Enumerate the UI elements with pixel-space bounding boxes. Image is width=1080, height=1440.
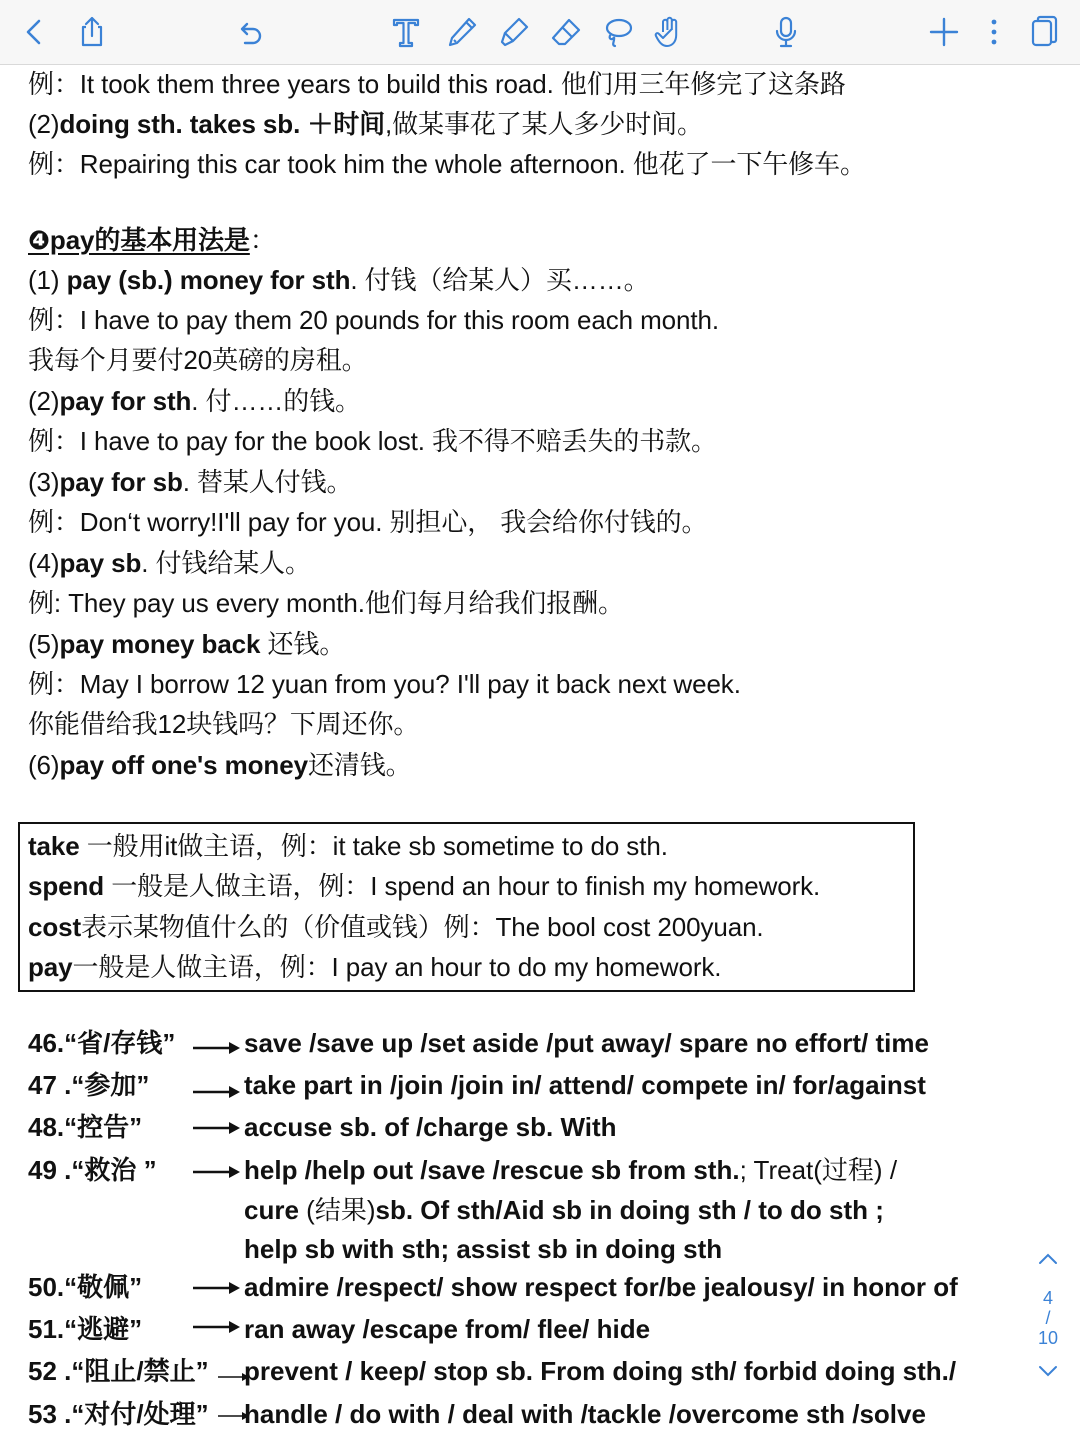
vocab-number: 51.“逃避” <box>28 1314 143 1344</box>
summary-line-cost: cost表示某物值什么的（价值或钱）例：The bool cost 200yuan. <box>28 912 764 942</box>
example-line: 例：May I borrow 12 yuan from you? I'll pay it back next week. <box>28 669 741 699</box>
hand-touch-icon[interactable] <box>646 10 690 54</box>
note-page[interactable] <box>0 64 1080 1440</box>
vocab-definition: ran away /escape from/ flee/ hide <box>244 1314 651 1344</box>
translation-line: 你能借给我12块钱吗？下周还你。 <box>28 709 420 739</box>
summary-line-take: take 一般用it做主语，例：it take sb sometime to do sth. <box>28 831 668 861</box>
share-icon[interactable] <box>70 10 114 54</box>
text-tool-icon[interactable] <box>384 10 428 54</box>
example-line: 例：I have to pay them 20 pounds for this room each month. <box>28 305 719 335</box>
rule-line: (2)doing sth. takes sb. ＋时间,做某事花了某人多少时间。 <box>28 109 703 139</box>
vocab-definition: admire /respect/ show respect for/be jealousy/ in honor of <box>244 1272 958 1302</box>
vocab-number: 52 .“阻止/禁止” <box>28 1356 209 1386</box>
arrow-icon <box>193 1121 241 1135</box>
vocab-definition: help sb with sth; assist sb in doing sth <box>244 1234 723 1264</box>
vocab-definition: help /help out /save /rescue sb from sth.; Treat(过程) / <box>244 1155 898 1185</box>
vocab-definition: handle / do with / deal with /tackle /overcome sth /solve <box>244 1399 926 1429</box>
vocab-definition: cure (结果)sb. Of sth/Aid sb in doing sth / to do sth ; <box>244 1195 884 1225</box>
pay-heading: ❹pay的基本用法是： <box>28 225 276 255</box>
rule-line: (1) pay (sb.) money for sth. 付钱（给某人）买……。 <box>28 265 650 295</box>
back-icon[interactable] <box>12 10 56 54</box>
example-line: 例：I have to pay for the book lost. 我不得不赔丢失的书款。 <box>28 426 717 456</box>
arrow-icon <box>193 1320 241 1334</box>
example-line: 例: They pay us every month.他们每月给我们报酬。 <box>28 588 624 618</box>
top-toolbar <box>0 0 1080 65</box>
page-indicator <box>1034 1252 1062 1378</box>
example-line: 例：It took them three years to build this road. 他们用三年修完了这条路 <box>28 69 846 99</box>
arrow-icon <box>193 1281 241 1295</box>
vocab-number: 53 .“对付/处理” <box>28 1399 209 1429</box>
rule-line: (6)pay off one's money还清钱。 <box>28 750 412 780</box>
microphone-icon[interactable] <box>764 10 808 54</box>
vocab-definition: take part in /join /join in/ attend/ compete in/ for/against <box>244 1070 926 1100</box>
rule-line: (4)pay sb. 付钱给某人。 <box>28 548 311 578</box>
chevron-up-icon[interactable] <box>1037 1252 1059 1266</box>
total-pages: 10 <box>1037 1328 1059 1348</box>
vocab-number: 47 .“参加” <box>28 1070 150 1100</box>
page-separator: / <box>1045 1308 1051 1328</box>
vocab-definition: save /save up /set aside /put away/ spare no effort/ time <box>244 1028 929 1058</box>
pen-icon[interactable] <box>440 10 484 54</box>
more-icon[interactable] <box>972 10 1016 54</box>
eraser-icon[interactable] <box>544 10 588 54</box>
summary-line-pay: pay一般是人做主语，例：I pay an hour to do my homework. <box>28 952 722 982</box>
rule-line: (2)pay for sth. 付……的钱。 <box>28 386 361 416</box>
add-icon[interactable] <box>922 10 966 54</box>
vocab-number: 46.“省/存钱” <box>28 1028 176 1058</box>
arrow-icon <box>193 1041 241 1055</box>
vocab-number: 48.“控告” <box>28 1112 143 1142</box>
arrow-icon <box>193 1165 241 1179</box>
vocab-definition: accuse sb. of /charge sb. With <box>244 1112 617 1142</box>
undo-icon[interactable] <box>228 10 272 54</box>
vocab-definition: prevent / keep/ stop sb. From doing sth/ forbid doing sth./ <box>244 1356 957 1386</box>
chevron-down-icon[interactable] <box>1037 1364 1059 1378</box>
rule-line: (3)pay for sb. 替某人付钱。 <box>28 467 353 497</box>
arrow-icon <box>193 1085 241 1099</box>
example-line: 例：Repairing this car took him the whole afternoon. 他花了一下午修车。 <box>28 149 866 179</box>
summary-line-spend: spend 一般是人做主语，例：I spend an hour to finish my homework. <box>28 871 821 901</box>
vocab-number: 50.“敬佩” <box>28 1272 143 1302</box>
rule-line: (5)pay money back 还钱。 <box>28 629 346 659</box>
pages-icon[interactable] <box>1022 10 1066 54</box>
vocab-number: 49 .“救治 ” <box>28 1155 157 1185</box>
translation-line: 我每个月要付20英磅的房租。 <box>28 345 368 375</box>
example-line: 例：Don‘t worry!I'll pay for you. 别担心， 我会给你付钱的。 <box>28 507 708 537</box>
highlighter-icon[interactable] <box>492 10 536 54</box>
current-page: 4 <box>1042 1288 1053 1308</box>
lasso-icon[interactable] <box>596 10 640 54</box>
